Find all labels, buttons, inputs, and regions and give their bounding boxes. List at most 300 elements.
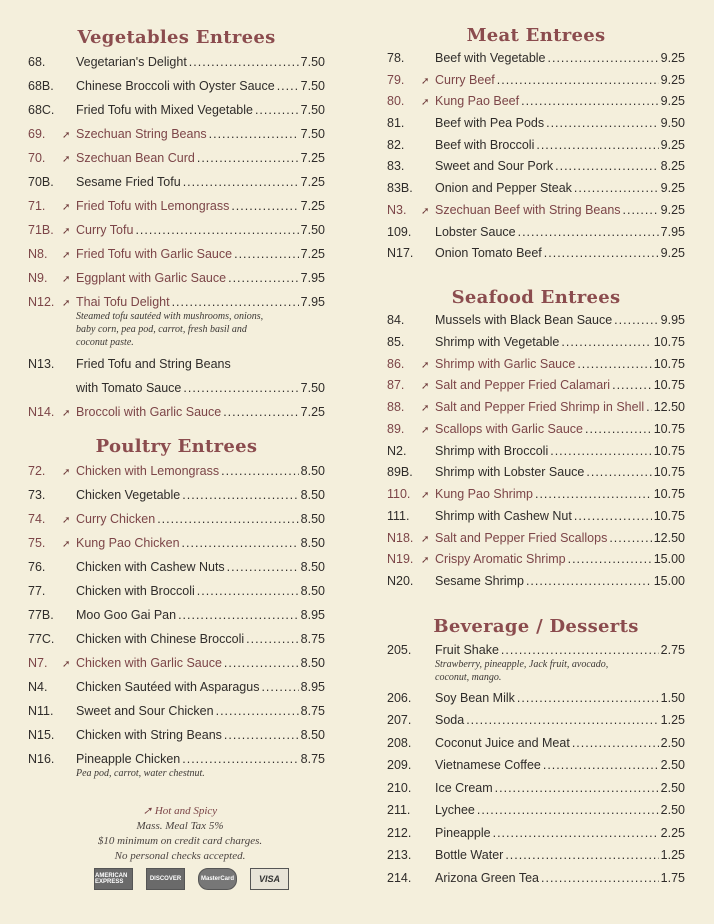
item-price: 8.75 — [300, 632, 325, 646]
menu-item-row — [387, 375, 685, 397]
item-name: Szechuan String Beans — [76, 127, 207, 141]
item-number: N18. — [387, 530, 414, 545]
menu-item-row — [387, 639, 685, 662]
menu-item — [387, 484, 685, 506]
checks-note: No personal checks accepted. — [114, 850, 246, 862]
item-name: Chinese Broccoli with Oyster Sauce — [76, 79, 275, 93]
item-price: 10.75 — [653, 356, 685, 371]
dot-leader — [255, 98, 299, 122]
dot-leader — [526, 571, 652, 593]
item-price: 10.75 — [653, 443, 685, 458]
item-price: 2.75 — [660, 643, 685, 657]
item-price: 7.50 — [300, 103, 325, 117]
item-number: N11. — [28, 704, 54, 718]
menu-item — [387, 222, 685, 244]
menu-item — [28, 459, 325, 483]
menu-item-row — [28, 218, 325, 242]
item-price: 1.25 — [660, 848, 685, 862]
item-name: Crispy Aromatic Shrimp — [435, 552, 566, 567]
menu-item-row — [387, 709, 685, 732]
item-number: 109. — [387, 224, 412, 239]
dot-leader — [577, 354, 651, 376]
pepper-icon: ➚ — [421, 490, 430, 501]
item-price: 8.95 — [300, 608, 325, 622]
menu-item — [387, 462, 685, 484]
menu-item — [387, 571, 685, 593]
dot-leader — [209, 122, 299, 146]
item-name: Beef with Broccoli — [435, 137, 535, 152]
pepper-icon: ➚ — [62, 539, 71, 550]
menu-item — [387, 354, 685, 376]
item-name: Shrimp with Garlic Sauce — [435, 356, 576, 371]
dot-leader — [224, 723, 299, 747]
menu-item-row — [28, 723, 325, 747]
menu-item — [28, 146, 325, 170]
dot-leader — [536, 135, 658, 157]
pepper-icon: ➚ — [421, 555, 430, 567]
item-name: Soy Bean Milk — [435, 690, 515, 705]
menu-item-row — [387, 156, 685, 178]
discover-logo: DISCOVER — [146, 868, 185, 890]
item-name: Kung Pao Shrimp — [435, 487, 533, 501]
menu-item-row — [28, 747, 325, 771]
item-name: Sweet and Sour Chicken — [76, 704, 214, 718]
menu-item — [28, 194, 325, 218]
item-number: N8. — [28, 247, 48, 261]
item-number: 210. — [387, 780, 412, 795]
menu-item-row — [387, 70, 685, 92]
dot-leader — [521, 91, 659, 113]
item-number: 71B. — [28, 223, 54, 237]
item-price: 8.50 — [300, 584, 325, 598]
item-price: 9.95 — [660, 313, 685, 327]
item-name: Fried Tofu with Lemongrass — [76, 199, 230, 213]
menu-item — [28, 531, 325, 555]
item-name: Shrimp with Cashew Nut — [435, 508, 572, 523]
vegetables-section — [28, 26, 325, 424]
menu-item — [387, 310, 685, 332]
menu-item — [387, 639, 685, 684]
item-number: N13. — [28, 357, 55, 371]
dot-leader — [501, 639, 659, 662]
pepper-icon: ➚ — [62, 659, 71, 670]
item-number: 73. — [28, 488, 46, 502]
menu-item-row — [387, 732, 685, 755]
item-price: 9.25 — [660, 72, 685, 87]
dot-leader — [224, 651, 299, 675]
menu-item-row — [28, 675, 325, 699]
menu-item-row — [28, 352, 325, 376]
item-name: Fruit Shake — [435, 643, 499, 657]
item-number: N15. — [28, 728, 55, 742]
item-name: Fried Tofu and String Beans — [76, 357, 231, 371]
item-name: Szechuan Bean Curd — [76, 151, 195, 165]
item-price: 8.75 — [300, 704, 325, 718]
item-number: 79. — [387, 72, 405, 87]
item-name: Chicken with Lemongrass — [76, 464, 220, 478]
menu-item-row — [387, 222, 685, 244]
menu-item — [387, 687, 685, 710]
item-name: Vegetarian's Delight — [76, 55, 187, 69]
dot-leader — [495, 777, 659, 800]
dot-leader — [609, 528, 651, 550]
menu-item — [387, 777, 685, 800]
menu-item-row — [28, 651, 325, 675]
item-price: 7.25 — [300, 151, 325, 165]
item-number: N14. — [28, 405, 55, 419]
menu-item-row — [28, 122, 325, 146]
menu-item — [387, 528, 685, 550]
item-number: 83. — [387, 159, 405, 174]
dot-leader — [586, 462, 651, 484]
menu-item — [28, 723, 325, 747]
dot-leader — [182, 483, 298, 507]
menu-item — [28, 651, 325, 675]
item-name: Vietnamese Coffee — [435, 758, 541, 772]
dot-leader — [197, 579, 299, 603]
menu-item-row — [387, 687, 685, 710]
item-price: 8.50 — [300, 464, 325, 478]
dot-leader — [623, 200, 659, 222]
dot-leader — [544, 243, 659, 265]
item-name: Salt and Pepper Fried Shrimp in Shell — [435, 400, 645, 414]
item-number: 111. — [387, 508, 410, 523]
dot-leader — [574, 506, 652, 528]
menu-item-row — [387, 354, 685, 376]
item-name: Pineapple — [435, 825, 491, 840]
menu-item — [387, 441, 685, 463]
menu-item — [387, 506, 685, 528]
item-number: N16. — [28, 752, 55, 766]
section-heading: Beverage / Desserts — [433, 616, 639, 637]
item-name: Kung Pao Chicken — [76, 536, 180, 550]
menu-item-row — [387, 91, 685, 113]
item-number: 81. — [387, 116, 405, 131]
item-name: Pineapple Chicken — [76, 752, 181, 766]
item-price: 10.75 — [653, 487, 685, 501]
menu-item-row — [387, 506, 685, 528]
dot-leader — [518, 222, 659, 244]
section-heading: Meat Entrees — [466, 25, 606, 46]
item-number: 77C. — [28, 632, 55, 646]
item-price: 12.50 — [653, 530, 685, 545]
dot-leader — [182, 531, 299, 555]
item-price: 8.50 — [300, 512, 325, 526]
menu-item-row — [387, 441, 685, 463]
item-price: 1.75 — [660, 870, 685, 885]
item-name: Beef with Vegetable — [435, 51, 546, 65]
dot-leader — [612, 375, 652, 397]
item-number: 211. — [387, 803, 411, 817]
item-price: 9.25 — [660, 137, 685, 152]
pepper-icon: ➚ — [62, 274, 71, 285]
menu-item — [387, 178, 685, 200]
item-name: Eggplant with Garlic Sauce — [76, 271, 227, 285]
item-number: 212. — [387, 825, 412, 840]
item-number: 89. — [387, 421, 405, 436]
item-number: N4. — [28, 680, 48, 694]
item-name: Curry Chicken — [76, 512, 156, 526]
menu-item — [387, 799, 685, 822]
item-price: 7.50 — [300, 79, 325, 93]
item-number: N19. — [387, 552, 414, 567]
item-description: Pea pod, carrot, water chestnut. — [76, 768, 205, 779]
menu-item-row — [387, 571, 685, 593]
pepper-icon: ➚ — [62, 202, 71, 213]
dot-leader — [505, 844, 658, 867]
item-name: Chicken with String Beans — [76, 728, 222, 742]
item-number: 74. — [28, 512, 46, 526]
menu-item — [387, 754, 685, 777]
dot-leader — [227, 555, 299, 579]
item-number: 82. — [387, 137, 405, 152]
pepper-icon: ➚ — [62, 515, 71, 526]
menu-item — [387, 709, 685, 732]
pepper-icon: ➚ — [421, 403, 430, 414]
menu-item-row — [387, 178, 685, 200]
menu-footer — [60, 804, 300, 864]
pepper-icon: ➚ — [62, 130, 71, 141]
item-name: Chicken with Chinese Broccoli — [76, 632, 245, 646]
menu-item-row — [28, 459, 325, 483]
item-price: 1.25 — [660, 713, 685, 727]
item-number: N12. — [28, 295, 55, 309]
item-price: 7.25 — [300, 175, 325, 189]
menu-item-row — [387, 822, 685, 845]
dot-leader — [497, 70, 659, 92]
menu-item-row — [387, 48, 685, 70]
menu-item-row — [28, 170, 325, 194]
item-number: 209. — [387, 758, 412, 772]
menu-item — [28, 555, 325, 579]
dot-leader — [261, 675, 298, 699]
item-price: 9.25 — [660, 181, 685, 196]
item-number: N3. — [387, 202, 407, 217]
menu-item — [387, 844, 685, 867]
section-heading: Vegetables Entrees — [77, 27, 276, 48]
pepper-icon: ➚ — [421, 97, 430, 109]
item-price: 10.75 — [653, 421, 685, 436]
item-number: 71. — [28, 199, 46, 213]
menu-item — [28, 170, 325, 194]
dot-leader — [189, 50, 299, 74]
item-price: 10.75 — [653, 334, 685, 349]
item-description: Strawberry, pineapple, Jack fruit, avocado, coconut, mango. — [435, 658, 609, 683]
item-name: Curry Beef — [435, 72, 495, 87]
dot-leader — [546, 113, 659, 135]
item-price: 8.25 — [660, 159, 685, 174]
dot-leader — [228, 266, 299, 290]
item-number: 89B. — [387, 465, 413, 480]
item-price: 9.25 — [660, 246, 685, 261]
dot-leader — [223, 400, 298, 424]
item-number: 80. — [387, 94, 405, 109]
menu-item-row — [387, 844, 685, 867]
menu-item — [28, 74, 325, 98]
menu-item — [387, 375, 685, 397]
dot-leader — [221, 459, 299, 483]
item-name: Onion Tomato Beef — [435, 246, 542, 261]
item-price: 7.25 — [300, 405, 325, 419]
beverage-section — [387, 615, 685, 889]
menu-item-row — [387, 135, 685, 157]
item-number: 72. — [28, 464, 46, 478]
item-number: N7. — [28, 656, 48, 670]
menu-item — [28, 747, 325, 780]
menu-item — [28, 218, 325, 242]
dot-leader — [477, 799, 659, 822]
minimum-note: $10 minimum on credit card charges. — [97, 835, 263, 847]
pepper-icon: ➚ — [62, 467, 71, 478]
menu-item — [387, 48, 685, 70]
menu-item — [28, 507, 325, 531]
item-price: 8.50 — [300, 728, 325, 742]
menu-item-row — [387, 867, 685, 890]
dot-leader — [216, 699, 299, 723]
pepper-icon: ➚ — [62, 154, 71, 165]
item-number: 208. — [387, 735, 412, 750]
item-name: Thai Tofu Delight — [76, 295, 170, 309]
item-name: Szechuan Beef with String Beans — [435, 202, 621, 217]
menu-item — [387, 156, 685, 178]
item-name: Arizona Green Tea — [435, 870, 539, 885]
menu-item-row — [387, 200, 685, 222]
item-price: 2.25 — [660, 825, 685, 840]
item-price: 2.50 — [660, 803, 685, 817]
dot-leader — [568, 549, 652, 571]
item-price: 9.25 — [660, 94, 685, 109]
item-price: 8.95 — [300, 680, 325, 694]
menu-item-row — [387, 528, 685, 550]
menu-item — [28, 290, 325, 349]
menu-item — [387, 70, 685, 92]
item-price: 15.00 — [653, 574, 685, 588]
item-name: Chicken with Broccoli — [76, 584, 195, 598]
dot-leader — [585, 419, 652, 441]
menu-item-row — [387, 754, 685, 777]
menu-item-row — [28, 579, 325, 603]
item-number: 110. — [387, 487, 411, 501]
amex-logo: AMERICAN EXPRESS — [94, 868, 133, 890]
dot-leader — [157, 507, 298, 531]
menu-item — [28, 699, 325, 723]
item-number: 77B. — [28, 608, 54, 622]
item-name: Bottle Water — [435, 848, 504, 862]
item-price: 8.50 — [300, 536, 325, 550]
item-name: Lychee — [435, 803, 475, 817]
dot-leader — [548, 48, 659, 70]
item-description: Steamed tofu sautéed with mushrooms, onions, baby corn, pea pod, carrot, fresh basil and coconut paste. — [76, 311, 264, 348]
dot-leader — [517, 687, 659, 710]
menu-item-row — [387, 484, 685, 506]
menu-item-row — [28, 400, 325, 424]
menu-item-row — [387, 113, 685, 135]
dot-leader — [182, 747, 298, 771]
credit-cards — [94, 868, 289, 890]
menu-item — [387, 243, 685, 265]
menu-item-row — [28, 50, 325, 74]
menu-item-row — [387, 310, 685, 332]
item-price: 8.50 — [300, 656, 325, 670]
item-price: 8.75 — [300, 752, 325, 766]
pepper-icon: ➚ — [421, 75, 430, 87]
item-number: 213. — [387, 848, 412, 862]
item-name: Sweet and Sour Pork — [435, 159, 554, 174]
menu-item-row — [28, 627, 325, 651]
pepper-icon: ➚ — [421, 381, 430, 393]
item-name: Salt and Pepper Fried Scallops — [435, 530, 608, 545]
dot-leader — [234, 242, 299, 266]
dot-leader — [541, 867, 659, 890]
pepper-icon: ➚ — [421, 533, 430, 545]
menu-item — [28, 98, 325, 122]
item-number: 83B. — [387, 181, 413, 196]
item-number: N9. — [28, 271, 48, 285]
item-name: Broccoli with Garlic Sauce — [76, 405, 222, 419]
item-number: N20. — [387, 574, 414, 588]
item-name: Chicken Sautéed with Asparagus — [76, 680, 260, 694]
dot-leader — [572, 732, 659, 755]
item-name-continued: with Tomato Sauce — [76, 381, 182, 395]
item-price: 7.50 — [300, 55, 325, 69]
dot-leader — [543, 754, 659, 777]
menu-item-row — [28, 98, 325, 122]
pepper-icon: ➚ — [62, 226, 71, 237]
item-price: 7.50 — [300, 223, 325, 237]
dot-leader — [183, 376, 298, 400]
item-price: 9.50 — [660, 116, 685, 131]
item-price: 1.50 — [660, 690, 685, 705]
dot-leader — [493, 822, 659, 845]
item-number: 205. — [387, 643, 412, 657]
menu-item — [387, 332, 685, 354]
dot-leader — [535, 484, 652, 506]
item-price: 12.50 — [653, 400, 685, 414]
item-name: Chicken with Garlic Sauce — [76, 656, 222, 670]
dot-leader — [246, 627, 299, 651]
menu-item-row — [387, 419, 685, 441]
item-number: 75. — [28, 536, 46, 550]
menu-item — [387, 91, 685, 113]
item-price: 10.75 — [653, 465, 685, 480]
item-name: Salt and Pepper Fried Calamari — [435, 378, 611, 393]
item-price: 2.50 — [660, 758, 685, 772]
item-number: N2. — [387, 443, 407, 458]
item-number: 70B. — [28, 175, 54, 189]
menu-item — [387, 419, 685, 441]
menu-item-row — [387, 332, 685, 354]
pepper-icon: ➚ — [421, 359, 430, 371]
menu-item — [28, 603, 325, 627]
menu-item-row — [28, 74, 325, 98]
item-price: 9.25 — [660, 51, 685, 65]
item-price: 9.25 — [660, 202, 685, 217]
dot-leader — [646, 397, 652, 419]
dot-leader — [561, 332, 651, 354]
item-number: 68B. — [28, 79, 54, 93]
item-price: 7.95 — [300, 295, 325, 309]
menu-item — [387, 113, 685, 135]
item-number: 85. — [387, 334, 405, 349]
item-price: 7.25 — [300, 247, 325, 261]
menu-item-row — [28, 242, 325, 266]
item-price: 15.00 — [653, 552, 685, 567]
menu-item — [28, 242, 325, 266]
menu-item — [28, 50, 325, 74]
meat-section — [387, 24, 685, 265]
item-price: 7.95 — [300, 271, 325, 285]
item-number: 68. — [28, 55, 46, 69]
